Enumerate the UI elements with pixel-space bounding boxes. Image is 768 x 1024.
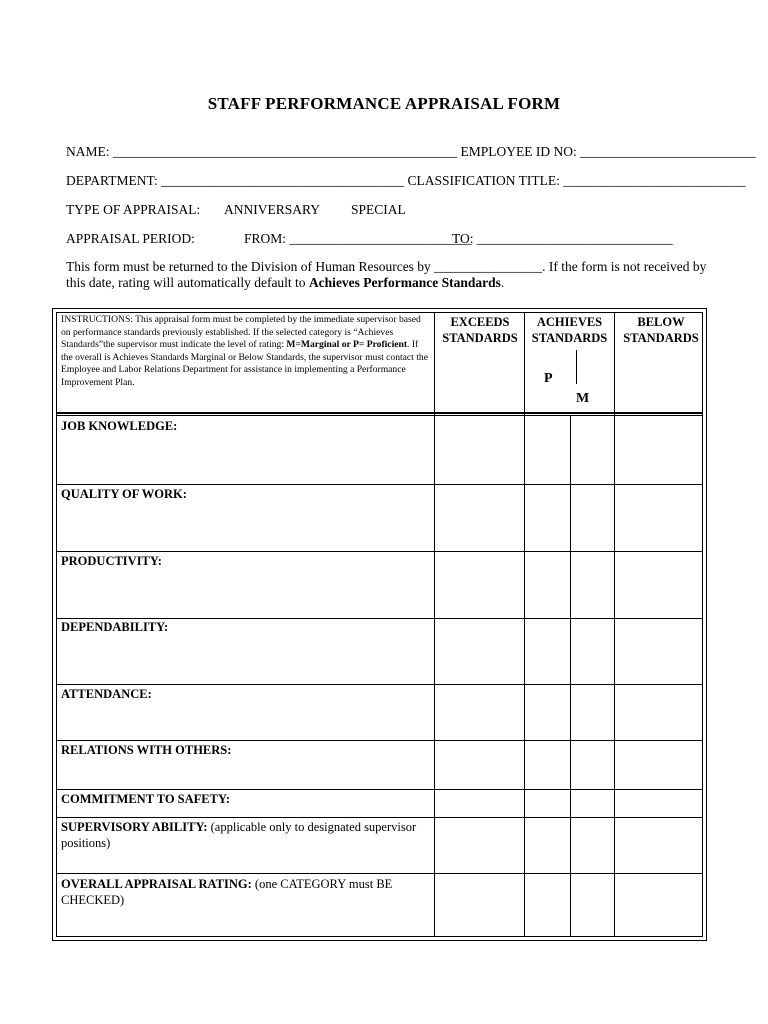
rating-cell-below[interactable] — [616, 416, 702, 483]
rating-cell-below[interactable] — [616, 685, 702, 739]
rating-cell-exceeds[interactable] — [436, 790, 523, 816]
rating-cell-exceeds[interactable] — [436, 741, 523, 788]
rating-cell-exceeds[interactable] — [436, 552, 523, 617]
instructions-text: INSTRUCTIONS: This appraisal form must be completed by the immediate supervisor based on performance standards previously established. If the selected category is “Achieves Standards”the supervisor must indicate the level of rating: M=Marginal or P= Proficient. If the overall is Achieves Standards Marginal or Below Standards, the supervisor must contact the Employee and Labor Relations Department for assistance in implementing a Performance Improvement Plan. — [61, 314, 428, 388]
rating-cell-exceeds[interactable] — [436, 416, 523, 483]
rating-cell-achieves-p[interactable] — [526, 741, 569, 788]
rating-cell-achieves-p[interactable] — [526, 416, 569, 483]
row-attendance: ATTENDANCE: — [61, 687, 152, 701]
rating-cell-exceeds[interactable] — [436, 619, 523, 683]
row-job-knowledge: JOB KNOWLEDGE: — [61, 419, 178, 433]
rating-cell-exceeds[interactable] — [436, 874, 523, 936]
divider-criteria-column — [434, 312, 435, 937]
column-header-below: BELOW STANDARDS — [623, 315, 699, 345]
appraisal-period-label: APPRAISAL PERIOD: — [66, 231, 195, 246]
department-classification-line[interactable]: DEPARTMENT: ____________________________________ CLASSIFICATION TITLE: ___________________________ — [66, 173, 746, 188]
rating-cell-achieves-p[interactable] — [526, 790, 569, 816]
rating-cell-below[interactable] — [616, 619, 702, 683]
marginal-mark: M — [576, 391, 590, 406]
rating-cell-below[interactable] — [616, 790, 702, 816]
rating-cell-achieves-p[interactable] — [526, 485, 569, 550]
p-m-separator-tick — [576, 350, 577, 384]
proficient-mark: P — [544, 371, 553, 386]
rating-cell-below[interactable] — [616, 874, 702, 936]
rating-cell-achieves-m[interactable] — [572, 552, 613, 617]
rating-cell-below[interactable] — [616, 485, 702, 550]
rating-cell-achieves-p[interactable] — [526, 552, 569, 617]
row-productivity: PRODUCTIVITY: — [61, 554, 162, 568]
rating-cell-achieves-m[interactable] — [572, 874, 613, 936]
rating-cell-achieves-m[interactable] — [572, 741, 613, 788]
column-header-achieves: ACHIEVES STANDARDS — [531, 315, 608, 345]
rating-cell-achieves-m[interactable] — [572, 619, 613, 683]
rating-cell-achieves-p[interactable] — [526, 818, 569, 872]
appraisal-type-anniversary[interactable]: ANNIVERSARY — [224, 202, 321, 217]
appraisal-type-special[interactable]: SPECIAL — [351, 202, 406, 217]
name-employee-id-line[interactable]: NAME: ___________________________________________________ EMPLOYEE ID NO: __________________________ — [66, 144, 756, 159]
return-notice: This form must be returned to the Division of Human Resources by ________________. If the form is not received by this date, rating will automatically default to Achieves Performance Standards. — [66, 259, 707, 290]
rating-cell-below[interactable] — [616, 741, 702, 788]
rating-cell-achieves-p[interactable] — [526, 619, 569, 683]
rating-cell-achieves-p[interactable] — [526, 874, 569, 936]
rating-cell-below[interactable] — [616, 552, 702, 617]
row-supervisory-ability: SUPERVISORY ABILITY: (applicable only to designated supervisor positions) — [61, 820, 417, 850]
column-header-exceeds: EXCEEDS STANDARDS — [442, 315, 518, 345]
rating-cell-achieves-m[interactable] — [572, 818, 613, 872]
appraisal-period-to[interactable]: TO: _____________________________ — [452, 231, 673, 246]
row-quality-of-work: QUALITY OF WORK: — [61, 487, 187, 501]
rating-cell-exceeds[interactable] — [436, 485, 523, 550]
rating-cell-exceeds[interactable] — [436, 685, 523, 739]
rating-cell-exceeds[interactable] — [436, 818, 523, 872]
divider-exceeds-column — [524, 312, 525, 937]
appraisal-period-from[interactable]: FROM: ___________________________ — [244, 231, 472, 246]
header-row-divider — [56, 412, 703, 414]
rating-cell-achieves-p[interactable] — [526, 685, 569, 739]
appraisal-type-label: TYPE OF APPRAISAL: — [66, 202, 201, 217]
rating-cell-achieves-m[interactable] — [572, 790, 613, 816]
form-title: STAFF PERFORMANCE APPRAISAL FORM — [207, 94, 561, 113]
row-dependability: DEPENDABILITY: — [61, 620, 169, 634]
rating-cell-below[interactable] — [616, 818, 702, 872]
row-commitment-to-safety: COMMITMENT TO SAFETY: — [61, 792, 231, 806]
rating-cell-achieves-m[interactable] — [572, 416, 613, 483]
rating-cell-achieves-m[interactable] — [572, 685, 613, 739]
divider-achieves-column — [614, 312, 615, 937]
rating-cell-achieves-m[interactable] — [572, 485, 613, 550]
row-relations-with-others: RELATIONS WITH OTHERS: — [61, 743, 232, 757]
row-overall-appraisal-rating: OVERALL APPRAISAL RATING: (one CATEGORY must BE CHECKED) — [61, 877, 393, 907]
divider-achieves-p-m — [570, 415, 571, 937]
